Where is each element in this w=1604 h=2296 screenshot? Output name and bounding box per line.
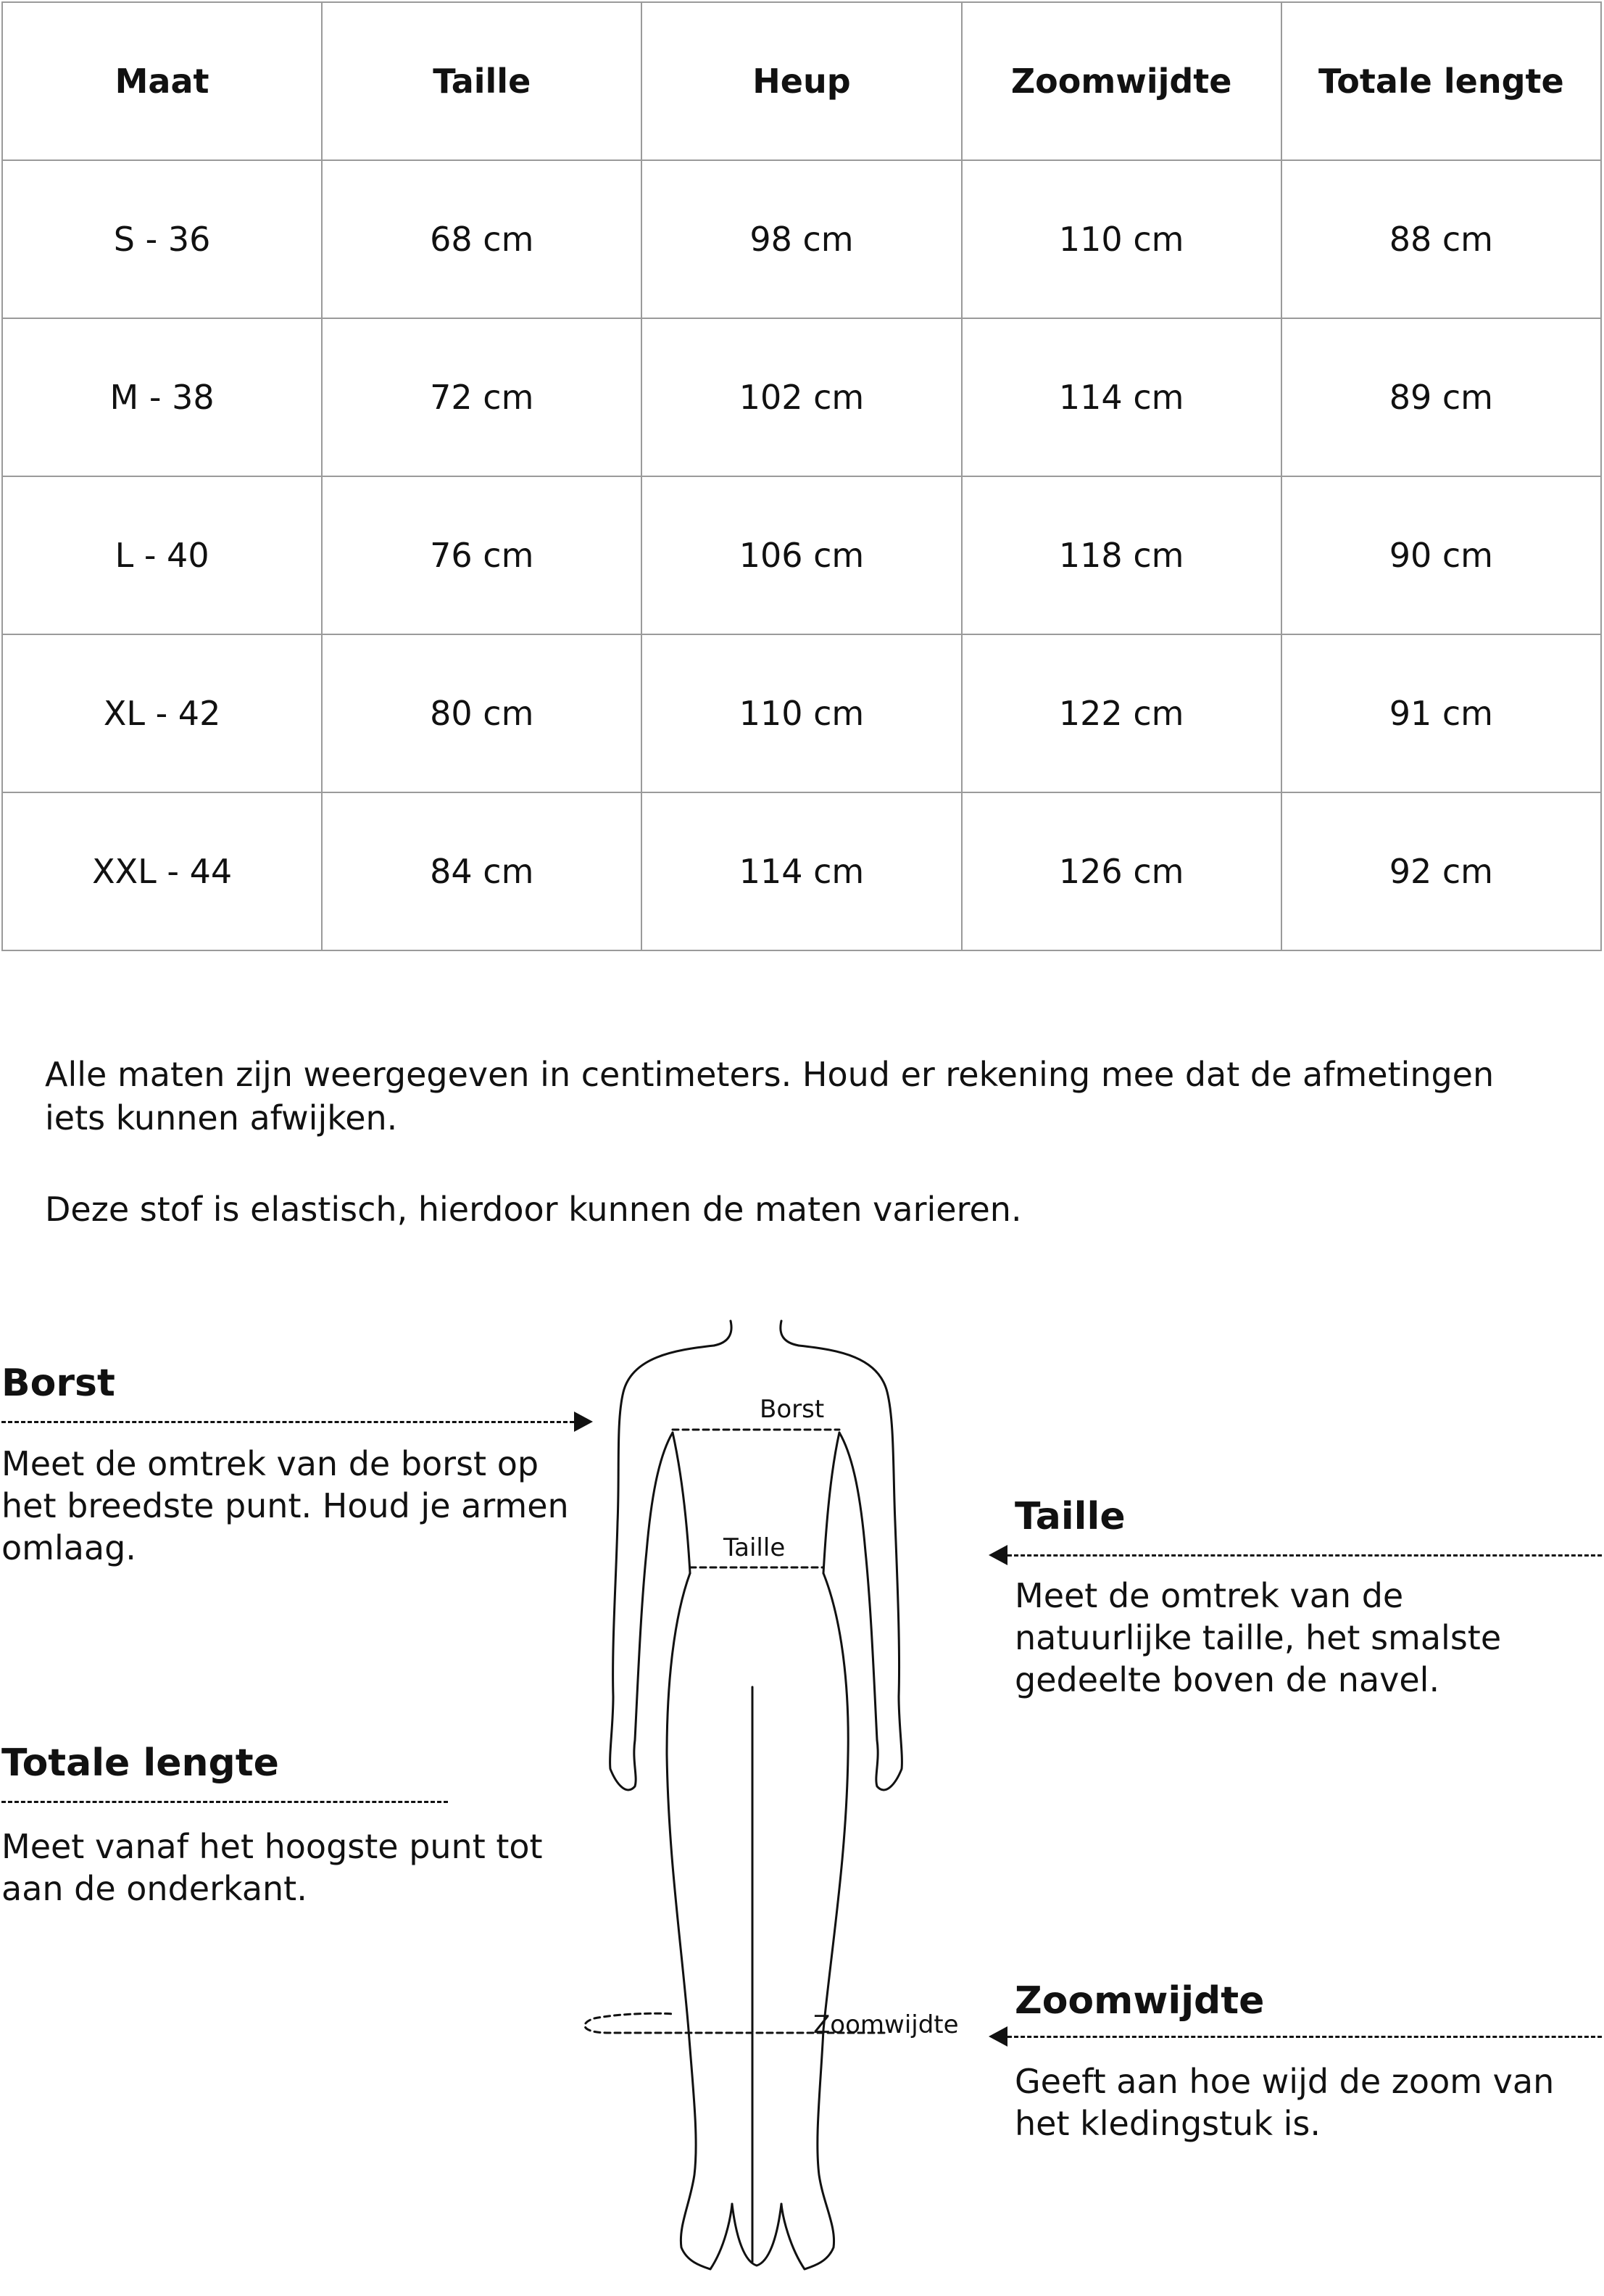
figure-label-taille: Taille: [723, 1533, 786, 1562]
guide-totale-lengte-title: Totale lengte: [1, 1741, 279, 1785]
cell-totale-lengte: 91 cm: [1281, 634, 1601, 792]
guide-borst-description: Meet de omtrek van de borst op het breedste punt. Houd je armen omlaag.: [1, 1444, 569, 1567]
cell-zoomwijdte: 118 cm: [962, 476, 1281, 634]
cell-heup: 102 cm: [641, 318, 961, 476]
cell-heup: 106 cm: [641, 476, 961, 634]
table-row: [2, 160, 1601, 318]
table-row: [2, 634, 1601, 792]
body-figure-illustration: [565, 1305, 971, 2296]
guide-totale-lengte-dashed-line: [1, 1801, 448, 1803]
torso-left-side: [673, 1433, 690, 1573]
figure-label-zoomwijdte: Zoomwijdte: [813, 2010, 959, 2039]
note-elastic-fabric: Deze stof is elastisch, hierdoor kunnen de maten varieren.: [45, 1190, 1022, 1229]
guide-taille-title: Taille: [1015, 1495, 1126, 1538]
guide-zoomwijdte-title: Zoomwijdte: [1015, 1979, 1265, 2023]
cell-zoomwijdte: 122 cm: [962, 634, 1281, 792]
table-row: [2, 318, 1601, 476]
torso-right-side: [823, 1433, 839, 1573]
neck-right-outline: [781, 1321, 799, 1346]
cell-maat: XXL - 44: [2, 792, 322, 950]
cell-heup: 114 cm: [641, 792, 961, 950]
cell-totale-lengte: 88 cm: [1281, 160, 1601, 318]
cell-maat: XL - 42: [2, 634, 322, 792]
cell-zoomwijdte: 110 cm: [962, 160, 1281, 318]
arrow-left-icon: [989, 2026, 1007, 2047]
left-inner-arm: [635, 1433, 673, 1740]
cell-taille: 68 cm: [322, 160, 641, 318]
table-row: [2, 792, 1601, 950]
note-measurement-units: Alle maten zijn weergegeven in centimeters. Houd er rekening mee dat de afmetingen iets kunnen afwijken.: [45, 1055, 1495, 1137]
cell-zoomwijdte: 126 cm: [962, 792, 1281, 950]
guide-borst-title: Borst: [1, 1362, 115, 1405]
header-zoomwijdte: Zoomwijdte: [962, 2, 1281, 160]
cell-taille: 72 cm: [322, 318, 641, 476]
guide-totale-lengte-description: Meet vanaf het hoogste punt tot aan de onderkant.: [1, 1827, 543, 1908]
cell-zoomwijdte: 114 cm: [962, 318, 1281, 476]
guide-zoomwijdte-dashed-line: [1007, 2036, 1602, 2038]
figure-label-borst: Borst: [760, 1395, 825, 1424]
left-arm-outline: [610, 1346, 714, 1790]
cell-heup: 98 cm: [641, 160, 961, 318]
guide-taille-description: Meet de omtrek van de natuurlijke taille, het smalste gedeelte boven de navel.: [1015, 1576, 1502, 1699]
cell-heup: 110 cm: [641, 634, 961, 792]
table-header-row: [2, 2, 1601, 160]
cell-taille: 76 cm: [322, 476, 641, 634]
cell-maat: M - 38: [2, 318, 322, 476]
cell-totale-lengte: 92 cm: [1281, 792, 1601, 950]
right-leg-outline: [781, 1573, 848, 2269]
arrow-left-icon: [989, 1545, 1007, 1565]
header-taille: Taille: [322, 2, 641, 160]
guide-borst-dashed-line: [1, 1421, 574, 1423]
cell-taille: 84 cm: [322, 792, 641, 950]
cell-maat: L - 40: [2, 476, 322, 634]
left-leg-outline: [667, 1573, 732, 2269]
table-row: [2, 476, 1601, 634]
header-heup: Heup: [641, 2, 961, 160]
inner-leg-outline: [732, 2204, 781, 2266]
header-totale-lengte: Totale lengte: [1281, 2, 1601, 160]
cell-taille: 80 cm: [322, 634, 641, 792]
size-table: [1, 1, 1602, 951]
guide-taille-dashed-line: [1007, 1554, 1602, 1557]
cell-totale-lengte: 90 cm: [1281, 476, 1601, 634]
neck-left-outline: [714, 1321, 731, 1346]
cell-maat: S - 36: [2, 160, 322, 318]
right-inner-arm: [839, 1433, 877, 1740]
guide-zoomwijdte-description: Geeft aan hoe wijd de zoom van het kledingstuk is.: [1015, 2062, 1555, 2143]
cell-totale-lengte: 89 cm: [1281, 318, 1601, 476]
header-maat: Maat: [2, 2, 322, 160]
